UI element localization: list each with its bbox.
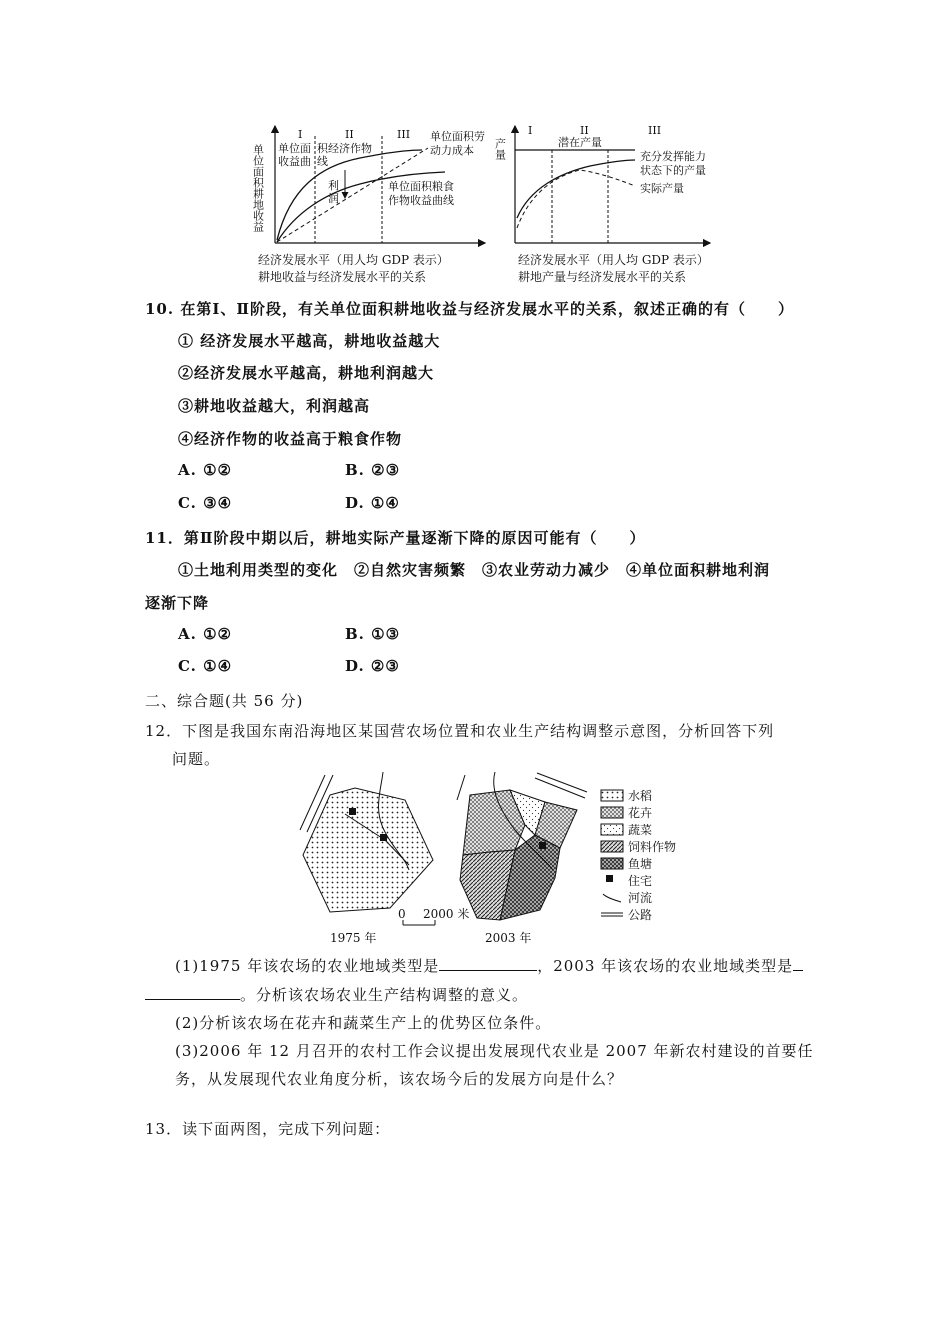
chart-left-income (252, 126, 486, 284)
map-legend (601, 788, 676, 922)
left-label-a4: 线 (317, 155, 328, 168)
answer-blank-2003[interactable] (145, 985, 240, 1000)
left-x-label: 经济发展水平（用人均 GDP 表示） (258, 253, 449, 267)
map-2003 (457, 772, 587, 945)
q11-option-d[interactable]: D. ②③ (345, 657, 400, 675)
q13-stem: 13．读下面两图，完成下列问题： (145, 1120, 391, 1138)
q12-part1-b: ，2003 年该农场的农业地域类型是 (537, 957, 794, 975)
q12-part1-c: 。分析该农场农业生产结构调整的意义。 (240, 986, 529, 1004)
q12-part1-cont (145, 984, 528, 1005)
right-caption: 耕地产量与经济发展水平的关系 (518, 270, 687, 284)
legend-feed-crops: 饲料作物 (628, 840, 677, 854)
q11-stem: 11．第Ⅱ阶段中期以后，耕地实际产量逐渐下降的原因可能有（ ） (145, 529, 646, 547)
answer-blank-2003-start[interactable] (793, 956, 803, 971)
legend-fish-pond: 鱼塘 (628, 857, 653, 871)
left-label-profit1: 利 (328, 179, 339, 192)
left-label-profit2: 润 (328, 192, 339, 205)
right-stage-1: I (528, 124, 533, 137)
left-stage-2: II (345, 128, 354, 141)
left-label-labor2: 动力成本 (430, 144, 474, 157)
scale-zero: 0 (398, 907, 406, 921)
right-label-full1: 充分发挥能力 (640, 150, 706, 163)
right-label-full2: 状态下的产量 (640, 164, 706, 177)
left-label-a1: 单位面 (278, 142, 311, 155)
right-stage-3: III (648, 124, 662, 137)
q12-part3-line1: (3)2006 年 12 月召开的农村工作会议提出发展现代农业是 2007 年新农村建设的首要任 (175, 1042, 814, 1060)
q12-stem-line1: 12．下图是我国东南沿海地区某国营农场位置和农业生产结构调整示意图，分析回答下列 (145, 722, 775, 740)
q12-part1-a: (1)1975 年该农场的农业地域类型是 (175, 957, 440, 975)
q10-statement-1: ① 经济发展水平越高，耕地收益越大 (178, 332, 441, 350)
q12-part2: (2)分析该农场在花卉和蔬菜生产上的优势区位条件。 (175, 1014, 552, 1032)
legend-road: 公路 (628, 908, 653, 922)
left-label-a2: 收益曲 (278, 155, 311, 168)
scale-label: 2000 米 (423, 907, 470, 921)
legend-flowers: 花卉 (628, 806, 653, 820)
map-1975 (300, 772, 433, 945)
left-label-labor1: 单位面积劳 (430, 130, 485, 143)
legend-river: 河流 (628, 891, 653, 905)
q10-stem: 10. 在第Ⅰ、Ⅱ阶段，有关单位面积耕地收益与经济发展水平的关系，叙述正确的有（ ） (145, 300, 794, 318)
left-stage-3: III (397, 128, 411, 141)
right-y-label: 产量 (493, 138, 507, 160)
q10-option-a[interactable]: A. ①② (178, 461, 232, 479)
q10-statement-4: ④经济作物的收益高于粮食作物 (178, 430, 403, 448)
right-x-label: 经济发展水平（用人均 GDP 表示） (518, 253, 709, 267)
legend-residence: 住宅 (628, 874, 653, 888)
right-label-actual: 实际产量 (640, 182, 684, 195)
legend-rice: 水稻 (628, 789, 653, 803)
q11-option-c[interactable]: C. ①④ (178, 657, 233, 675)
left-label-a3: 积经济作物 (317, 142, 372, 155)
q10-statement-2: ②经济发展水平越高，耕地利润越大 (178, 364, 435, 382)
farm-map-figure (285, 770, 705, 950)
scale-bar (398, 906, 469, 925)
q12-part1 (175, 955, 803, 976)
chart-right-yield (494, 124, 711, 284)
q11-statements-cont: 逐渐下降 (145, 594, 210, 612)
q11-option-b[interactable]: B. ①③ (345, 625, 401, 643)
right-label-potential: 潜在产量 (558, 136, 602, 149)
section-2-heading: 二、综合题(共 56 分) (145, 692, 304, 710)
right-stage-2: II (580, 124, 589, 137)
left-y-label: 单位面积耕地收益 (251, 144, 265, 232)
legend-vegetables: 蔬菜 (628, 823, 653, 837)
q11-option-a[interactable]: A. ①② (178, 625, 232, 643)
q12-part3-line2: 务，从发展现代农业角度分析，该农场今后的发展方向是什么？ (175, 1070, 624, 1088)
q11-statements: ①土地利用类型的变化 ②自然灾害频繁 ③农业劳动力减少 ④单位面积耕地利润 (178, 561, 771, 579)
map-year-1975: 1975 年 (330, 931, 377, 945)
q10-option-c[interactable]: C. ③④ (178, 494, 233, 512)
q10-statement-3: ③耕地收益越大，利润越高 (178, 397, 371, 415)
q10-option-b[interactable]: B. ②③ (345, 461, 401, 479)
left-caption: 耕地收益与经济发展水平的关系 (258, 270, 427, 284)
answer-blank-1975[interactable] (439, 956, 537, 971)
q10-option-d[interactable]: D. ①④ (345, 494, 400, 512)
q12-stem-line2: 问题。 (172, 750, 221, 768)
figure-income-yield-charts (250, 118, 730, 288)
left-label-grain2: 作物收益曲线 (388, 194, 454, 207)
left-label-grain1: 单位面积粮食 (388, 180, 454, 193)
left-stage-1: I (298, 128, 303, 141)
map-year-2003: 2003 年 (485, 931, 532, 945)
